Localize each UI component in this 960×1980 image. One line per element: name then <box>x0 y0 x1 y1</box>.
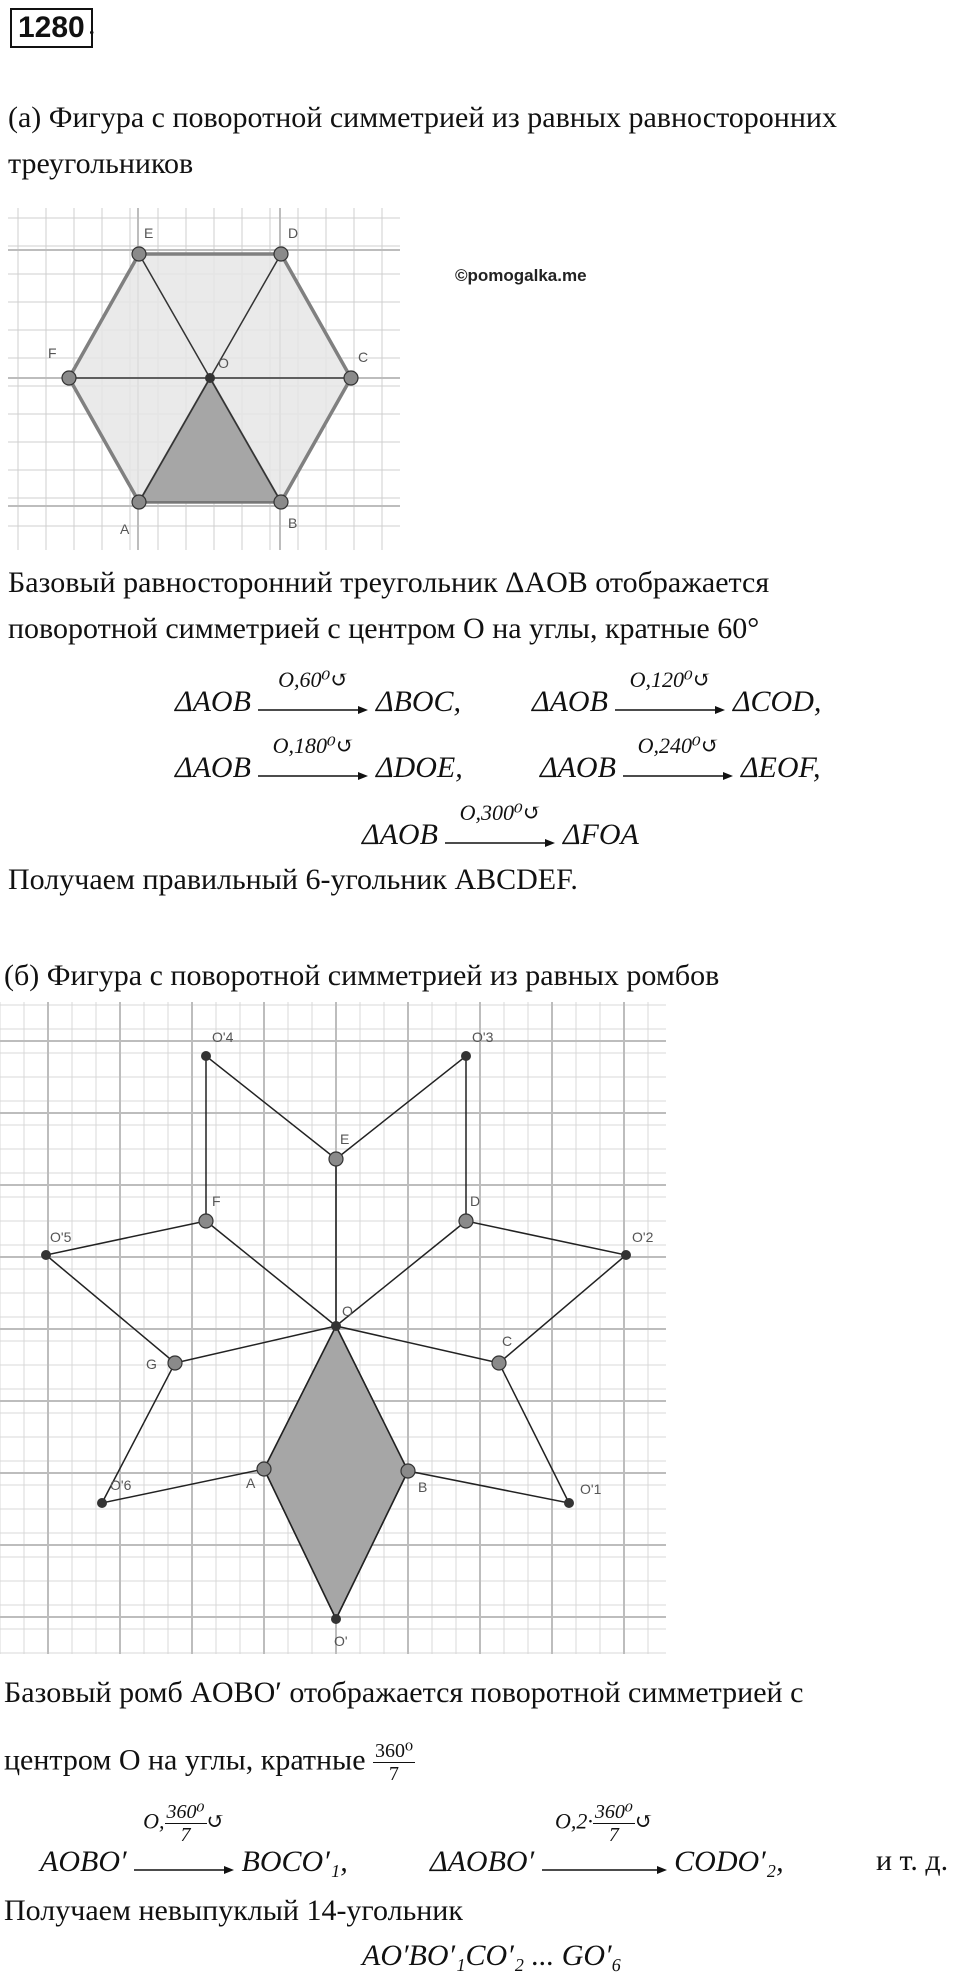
b-label-B: B <box>418 1479 428 1495</box>
mapping-5: ΔAOB O,300⁰↺ ΔFOA <box>362 800 639 851</box>
mapping-3: ΔAOB O,180⁰↺ ΔDOE, <box>175 733 463 784</box>
label-B: B <box>288 515 298 531</box>
mapping-2: ΔAOB O,120⁰↺ ΔCOD, <box>532 667 822 718</box>
label-C: C <box>358 349 369 365</box>
part-b-desc-line2: центром O на углы, кратные $\frac{\text{360⁰}}{7}$ <box>4 1740 414 1785</box>
label-D: D <box>288 225 299 241</box>
b-label-A: A <box>246 1475 256 1491</box>
b-label-G: G <box>146 1356 157 1372</box>
hexagon-figure <box>8 208 400 550</box>
b-label-O6: O'6 <box>110 1477 132 1493</box>
b-mapping-2: ΔAOBO′ O,2· $\frac{\text{360⁰}}{7}$ ↺ CODO′₂, <box>430 1801 784 1878</box>
b-label-Oprime: O' <box>334 1633 348 1649</box>
mapping-4: ΔAOB O,240⁰↺ ΔEOF, <box>540 733 821 784</box>
part-a-desc-line1: Базовый равносторонний треугольник ΔAOB отображается <box>8 566 770 599</box>
problem-number-dot: . <box>88 8 96 41</box>
etc-text: и т. д. <box>876 1844 949 1877</box>
b-mapping-1: AOBO′ O, $\frac{\text{360⁰}}{7}$ ↺ BOCO′₁, <box>40 1801 348 1878</box>
part-b-desc-line1: Базовый ромб AOBO′ отображается поворотной симметрией с <box>4 1676 804 1709</box>
part-b-result-line2: AO′BO′₁CO′₂ ... GO′₆ <box>362 1939 623 1972</box>
part-a-heading-line2: треугольников <box>8 147 194 180</box>
angle-fraction: $\frac{\text{360⁰}}{7}$ <box>375 1740 414 1785</box>
part-b-heading: (б) Фигура с поворотной симметрией из равных ромбов <box>4 959 720 992</box>
label-F: F <box>48 345 57 361</box>
b-label-E: E <box>340 1131 350 1147</box>
rhombi-star-figure <box>0 1002 666 1654</box>
b-label-O: O <box>342 1303 353 1319</box>
b-label-O3: O'3 <box>472 1029 494 1045</box>
part-a-heading-line1: (а) Фигура с поворотной симметрией из равных равносторонних <box>8 101 837 134</box>
mapping-1: ΔAOB O,60⁰↺ ΔBOC, <box>175 667 462 718</box>
label-E: E <box>144 225 154 241</box>
b-label-D: D <box>470 1193 481 1209</box>
b-label-F: F <box>212 1193 221 1209</box>
b-label-O2: O'2 <box>632 1229 654 1245</box>
label-A: A <box>120 521 130 537</box>
part-b-result-line1: Получаем невыпуклый 14-угольник <box>4 1894 463 1927</box>
watermark: ©pomogalka.me <box>455 266 587 285</box>
b-label-O1: O'1 <box>580 1481 602 1497</box>
b-label-O5: O'5 <box>50 1229 72 1245</box>
label-O: O <box>218 355 229 371</box>
part-a-desc-line2: поворотной симметрией с центром O на углы, кратные 60° <box>8 612 760 645</box>
b-label-C: C <box>502 1333 513 1349</box>
b-label-O4: O'4 <box>212 1029 234 1045</box>
part-a-result: Получаем правильный 6-угольник ABCDEF. <box>8 863 578 896</box>
problem-number: 1280 <box>10 8 93 48</box>
